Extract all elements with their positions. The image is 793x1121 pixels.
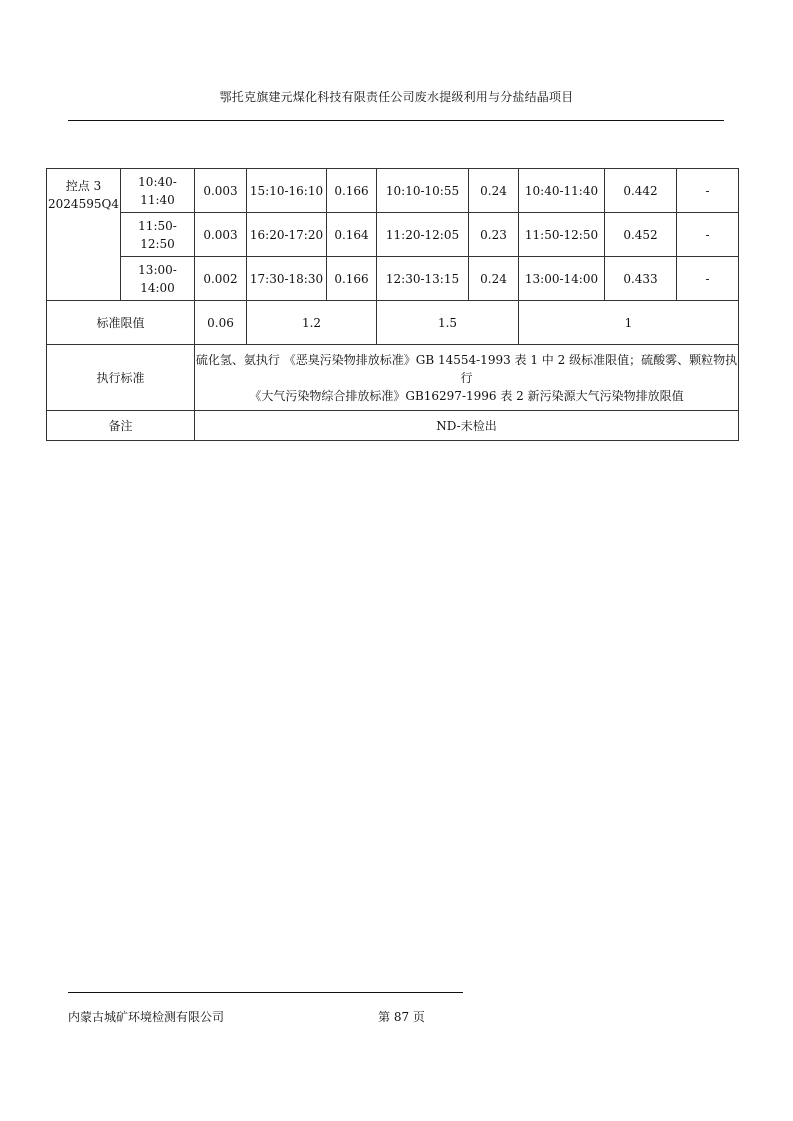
table-cell: 0.452	[605, 213, 677, 257]
standard-row	[47, 345, 739, 411]
limit-value-sulfuric-acid-mist: 1.2	[247, 301, 377, 345]
table-cell: 11:50-12:50	[121, 213, 195, 257]
table-cell: -	[677, 257, 739, 301]
table-cell: 11:50-12:50	[519, 213, 605, 257]
note-row	[47, 411, 739, 441]
table-cell: 0.002	[195, 257, 247, 301]
table-cell: 0.442	[605, 169, 677, 213]
table-cell: 0.24	[469, 257, 519, 301]
footer-rule	[68, 992, 463, 993]
limit-value-particulate: 1	[519, 301, 739, 345]
table-cell: 16:20-17:20	[247, 213, 327, 257]
table-cell: 12:30-13:15	[377, 257, 469, 301]
table-cell: 15:10-16:10	[247, 169, 327, 213]
sample-id: 2024595Q4	[48, 197, 119, 211]
header-rule	[68, 120, 724, 121]
table-cell: 11:20-12:05	[377, 213, 469, 257]
standard-text-line: 《大气污染物综合排放标准》GB16297-1996 表 2 新污染源大气污染物排放限值	[249, 388, 684, 403]
table-cell: 0.23	[469, 213, 519, 257]
document-header-title: 鄂托克旗建元煤化科技有限责任公司废水提级利用与分盐结晶项目	[219, 90, 574, 104]
table-cell: 0.003	[195, 169, 247, 213]
table-row	[47, 257, 739, 301]
standard-label: 执行标准	[47, 345, 195, 411]
table-cell: -	[677, 169, 739, 213]
table-row	[47, 213, 739, 257]
table-row	[47, 169, 739, 213]
standard-text-cell	[195, 345, 739, 411]
table-cell: 0.433	[605, 257, 677, 301]
footer-company: 内蒙古城矿环境检测有限公司	[68, 1010, 225, 1024]
table-cell: 13:00-14:00	[121, 257, 195, 301]
table-cell: 13:00-14:00	[519, 257, 605, 301]
limit-value-ammonia: 1.5	[377, 301, 519, 345]
table-cell: -	[677, 213, 739, 257]
sampling-point-cell	[47, 169, 121, 301]
table-cell: 10:40-11:40	[519, 169, 605, 213]
monitoring-results-table	[46, 168, 739, 441]
table-cell: 17:30-18:30	[247, 257, 327, 301]
table-cell: 0.164	[327, 213, 377, 257]
table-cell: 0.24	[469, 169, 519, 213]
table-cell: 10:40-11:40	[121, 169, 195, 213]
limit-label: 标准限值	[47, 301, 195, 345]
note-label: 备注	[47, 411, 195, 441]
note-value: ND-未检出	[195, 411, 739, 441]
standard-text-line: 硫化氢、氨执行 《恶臭污染物排放标准》GB 14554-1993 表 1 中 2 级标准限值；硫酸雾、颗粒物执行	[195, 352, 738, 385]
limit-row	[47, 301, 739, 345]
limit-value-hydrogen-sulfide: 0.06	[195, 301, 247, 345]
sampling-point-label: 控点 3	[65, 179, 102, 193]
table-cell: 0.003	[195, 213, 247, 257]
table-cell: 10:10-10:55	[377, 169, 469, 213]
footer-page-number: 第 87 页	[378, 1010, 425, 1024]
table-cell: 0.166	[327, 257, 377, 301]
table-cell: 0.166	[327, 169, 377, 213]
